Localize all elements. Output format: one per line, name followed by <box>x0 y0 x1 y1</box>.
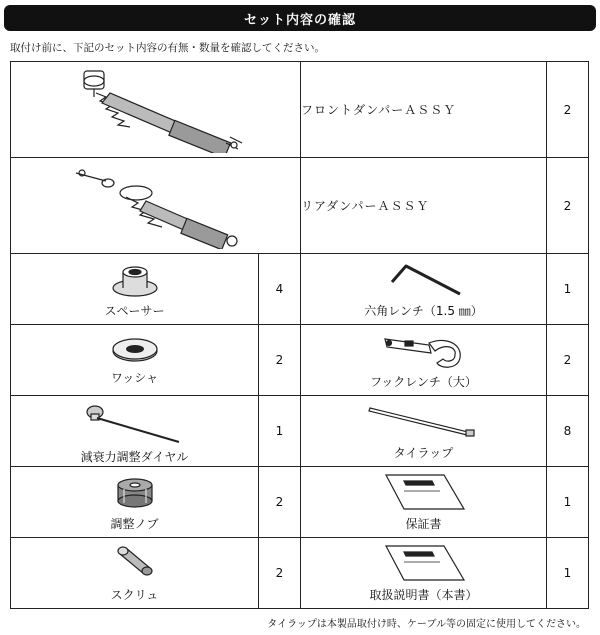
item-name: タイラップ <box>393 446 454 460</box>
table-row <box>11 254 589 325</box>
table-row <box>11 325 589 396</box>
warranty-card-icon <box>374 473 474 513</box>
instruction-text: 取付け前に、下記のセット内容の有無・数量を確認してください。 <box>10 42 325 54</box>
item-quantity: 1 <box>547 254 589 325</box>
item-quantity: 1 <box>259 396 301 467</box>
item-name: 六角レンチ（1.5 ㎜） <box>364 304 483 318</box>
item-name: ワッシャ <box>110 371 159 385</box>
item-name: スペーサー <box>104 304 165 318</box>
spacer-icon <box>105 260 165 300</box>
item-quantity: 2 <box>259 325 301 396</box>
cable-tie-icon <box>364 402 484 442</box>
table-row <box>11 396 589 467</box>
item-name: 保証書 <box>405 517 442 531</box>
item-name: 減衰力調整ダイヤル <box>80 450 189 464</box>
item-quantity: 2 <box>547 158 589 254</box>
hex-wrench-icon <box>384 260 464 300</box>
item-name: フックレンチ（大） <box>370 375 477 389</box>
item-quantity: 1 <box>547 467 589 538</box>
adjust-knob-icon <box>110 473 160 513</box>
table-row <box>11 467 589 538</box>
item-quantity: 8 <box>547 396 589 467</box>
damping-dial-icon <box>75 402 195 446</box>
table-row <box>11 158 589 254</box>
item-quantity: 2 <box>547 325 589 396</box>
item-name: 調整ノブ <box>110 517 159 531</box>
washer-icon <box>105 331 165 367</box>
item-name: フロントダンパーＡＳＳＹ <box>301 62 547 158</box>
section-title: セット内容の確認 <box>4 5 596 31</box>
hook-wrench-icon <box>379 331 469 371</box>
item-quantity: 1 <box>547 538 589 609</box>
contents-table <box>10 61 589 609</box>
rear-damper-icon <box>66 159 246 249</box>
front-damper-icon <box>66 63 246 153</box>
manual-icon <box>374 544 474 584</box>
item-quantity: 4 <box>259 254 301 325</box>
footnote-text: タイラップは本製品取付け時、ケーブル等の固定に使用してください。 <box>267 619 586 630</box>
item-quantity: 2 <box>259 538 301 609</box>
item-name: リアダンパーＡＳＳＹ <box>301 158 547 254</box>
table-row <box>11 62 589 158</box>
item-name: 取扱説明書（本書） <box>369 588 478 602</box>
item-quantity: 2 <box>547 62 589 158</box>
screw-icon <box>110 544 160 584</box>
item-quantity: 2 <box>259 467 301 538</box>
item-name: スクリュ <box>110 588 159 602</box>
table-row <box>11 538 589 609</box>
